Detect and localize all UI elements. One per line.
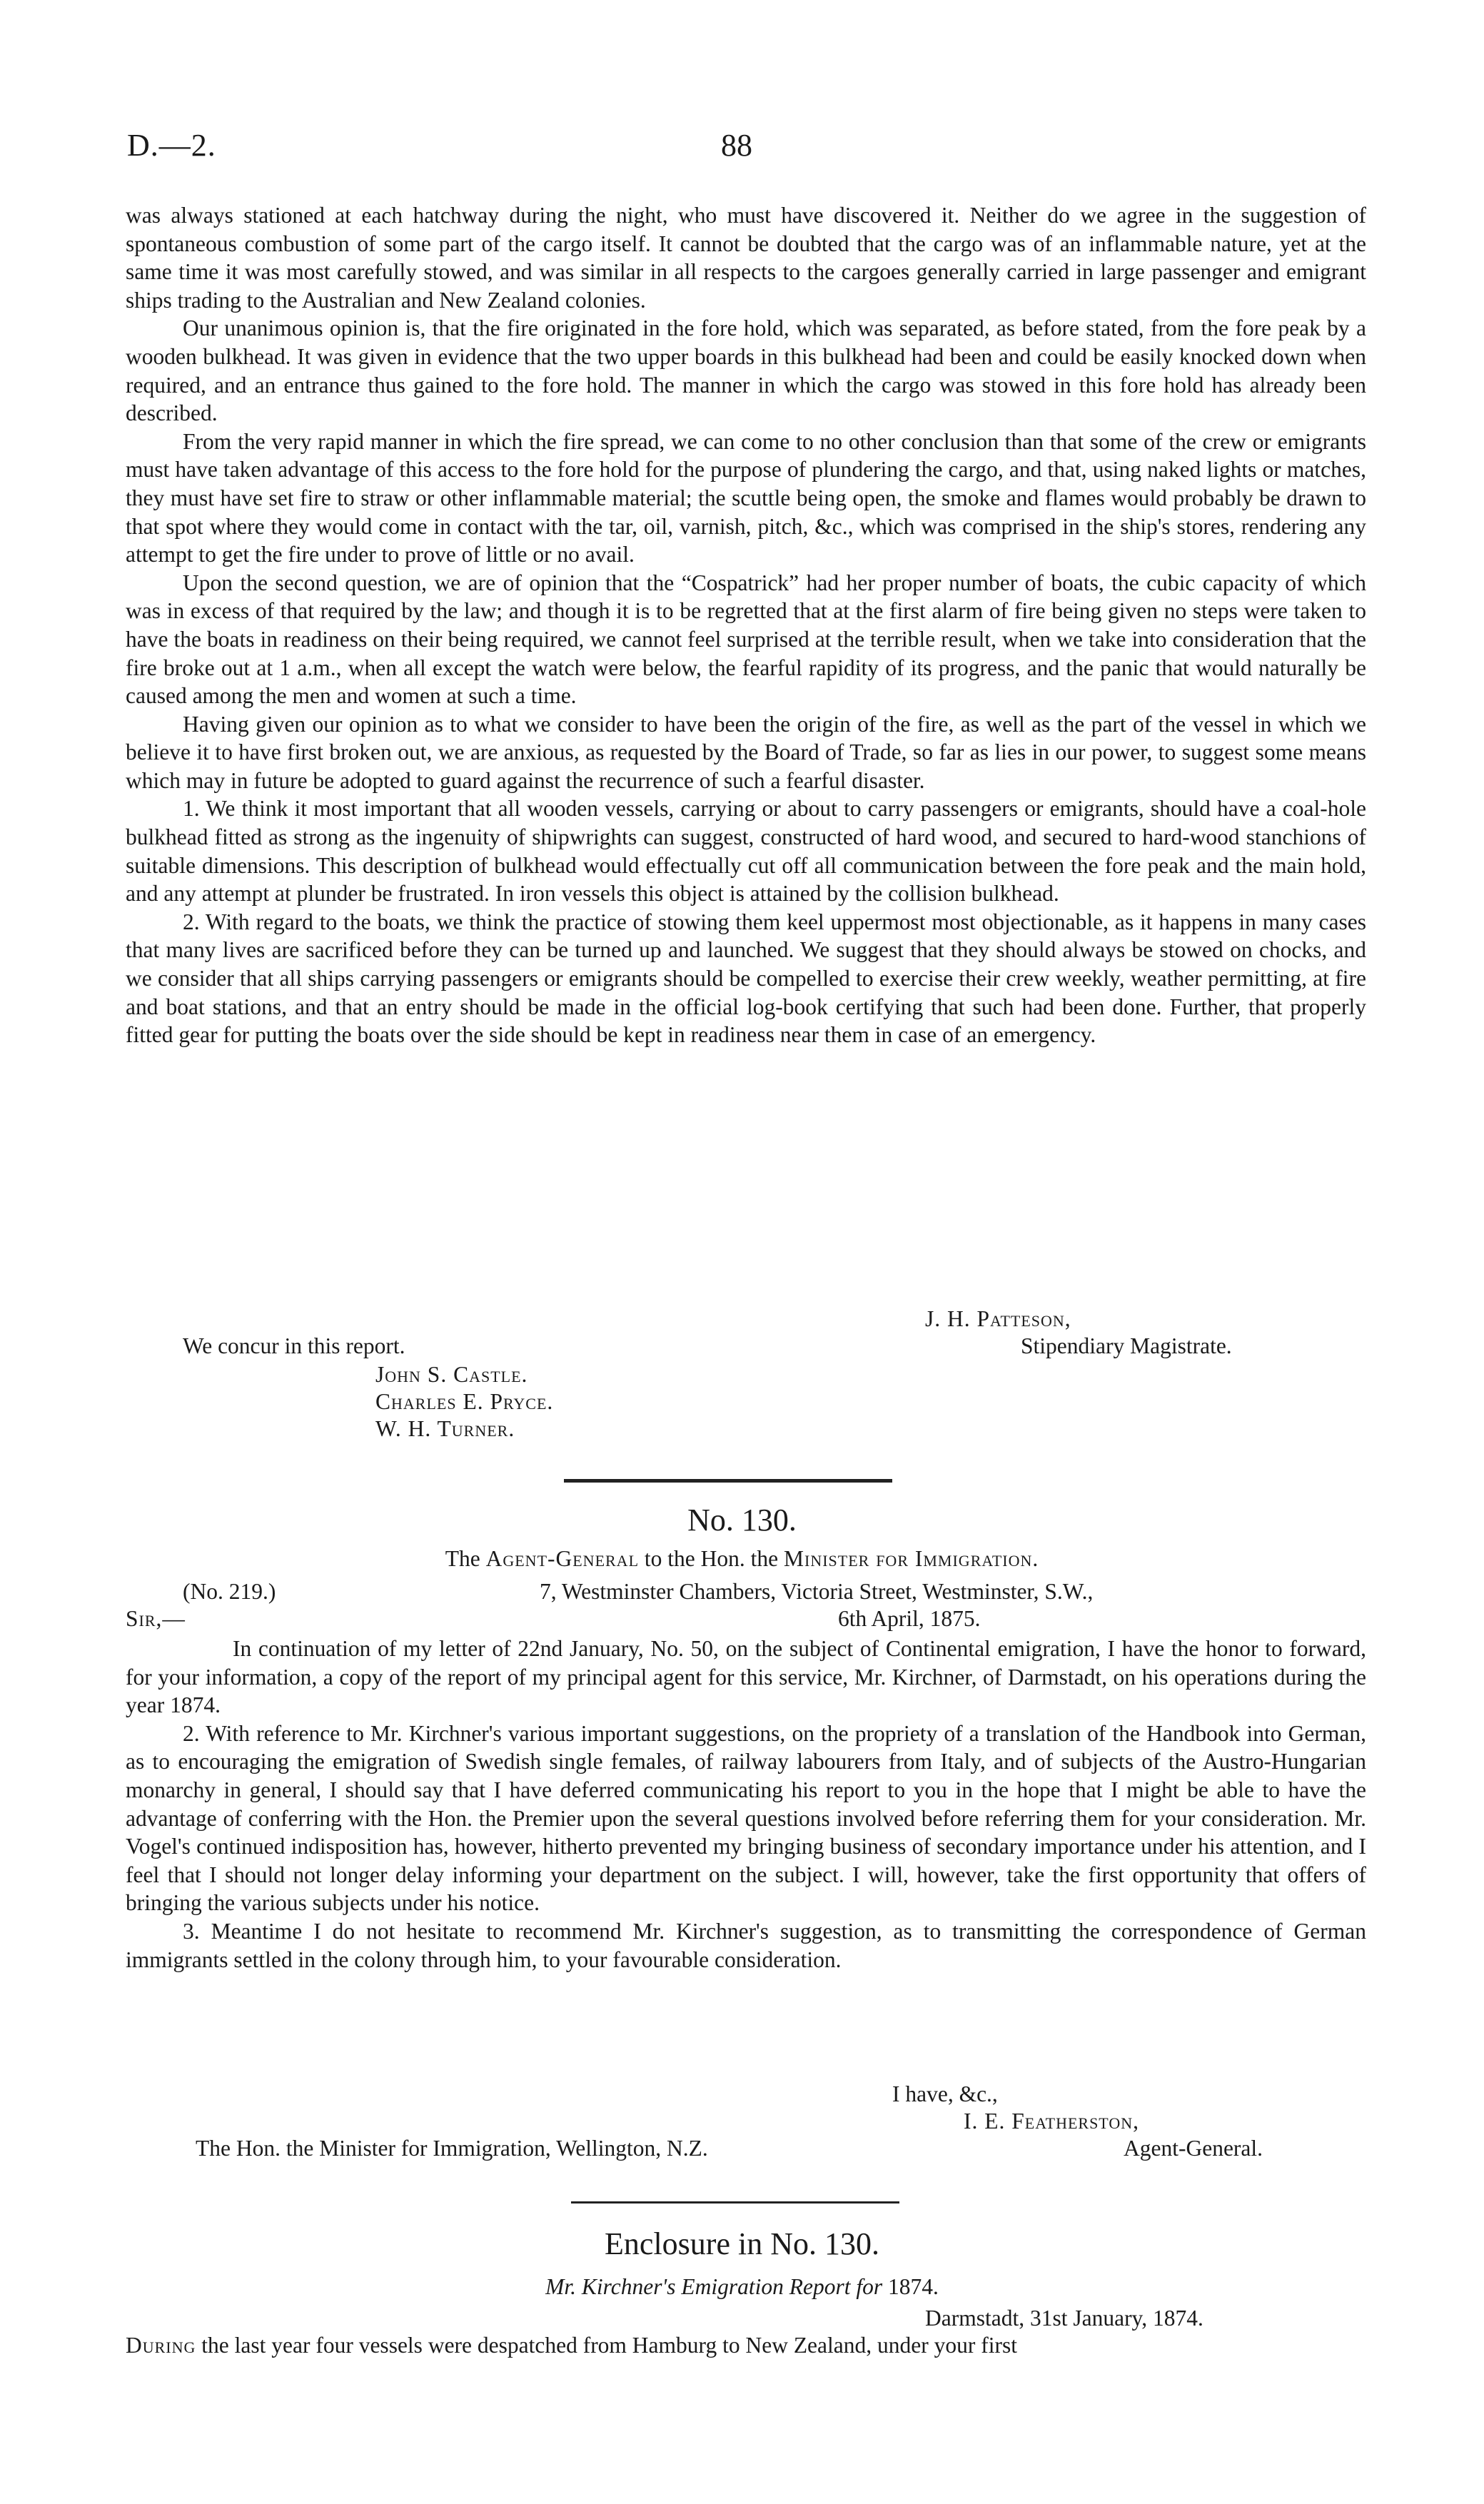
report-paragraph: Upon the second question, we are of opinion that the “Cospatrick” had her proper number of boats, the cubic capacity of which was in excess of that required by the law; and though it is to be regretted that at the first alarm of fire being given no steps were taken to have the boats in readiness on their being required, we cannot feel surprised at the terrible result, when we take into consideration that the fire broke out at 1 a.m., when all except the watch were below, the fearful rapidity of its progress, and the panic that would naturally be caused among the men and women at such a time. bbox=[126, 570, 1366, 709]
enclosure-subtitle bbox=[0, 2274, 1484, 2300]
letter-number: No. 130. bbox=[687, 1503, 797, 1538]
letter-paragraph: 3. Meantime I do not hesitate to recommend Mr. Kirchner's suggestion, as to transmitting the correspondence of German immigrants settled in the colony through him, to your favourable consideration. bbox=[126, 1918, 1366, 1972]
letter-recipient: The Hon. the Minister for Immigration, Wellington, N.Z. bbox=[196, 2136, 708, 2161]
letter-paragraph: 2. With reference to Mr. Kirchner's various important suggestions, on the propriety of a translation of the Handbook into German, as to encouraging the emigration of Swedish single females, of railway labourers from Italy, and of subjects of the Austro-Hungarian monarchy in general, I should say that I have deferred communicating his report to you in the hope that I might be able to have the advantage of conferring with the Hon. the Premier upon the several questions involved before referring them for your consideration. Mr. Vogel's continued indisposition has, however, hitherto prevented my bringing business of secondary importance under his attention, and I feel that I should not longer delay informing your department on the subject. I will, however, take the first opportunity that offers of bringing the various subjects under his notice. bbox=[126, 1720, 1366, 1916]
opening-rest: the last year four vessels were despatched from Hamburg to New Zealand, under your first bbox=[196, 2333, 1017, 2358]
page-number: 88 bbox=[721, 128, 752, 163]
to-party: Minister for Immigration. bbox=[783, 1546, 1039, 1571]
report-paragraph: 2. With regard to the boats, we think the practice of stowing them keel uppermost most objectionable, as it happens in many cases that many lives are sacrificed before they can be turned up and launched. We suggest that they should always be stowed on chocks, and we consider that all ships carrying passengers or emigrants should be compelled to exercise their crew weekly, weather permitting, at fire and boat stations, and that an entry should be made in the official log-book certifying that such had been done. Further, that properly fitted gear for putting the boats over the side should be kept in readiness near them in case of an emergency. bbox=[126, 909, 1366, 1048]
enclosure-subtitle-year: 1874. bbox=[882, 2274, 939, 2299]
report-paragraph: 1. We think it most important that all wooden vessels, carrying or about to carry passengers or emigrants, should have a coal-hole bulkhead fitted as strong as the ingenuity of shipwrights can suggest, constructed of hard wood, and secured to hard-wood stanchions of suitable dimensions. This description of bulkhead would effectually cut off all communication between the fore peak and the main hold, and any attempt at plunder be frustrated. In iron vessels this object is attained by the collision bulkhead. bbox=[126, 796, 1366, 907]
section-divider bbox=[564, 1479, 892, 1483]
from-to-mid: to the Hon. the bbox=[639, 1546, 784, 1571]
concur-text: We concur in this report. bbox=[183, 1333, 405, 1358]
concurring-signatory: John S. Castle. bbox=[375, 1362, 528, 1387]
from-to-pre: The bbox=[445, 1546, 486, 1571]
report-signatory-title: Stipendiary Magistrate. bbox=[1021, 1333, 1232, 1358]
report-paragraph: Our unanimous opinion is, that the fire originated in the fore hold, which was separated, as before stated, from the fore peak by a wooden bulkhead. It was given in evidence that the two upper boards in this bulkhead had been and could be easily knocked down when required, and an entrance thus gained to the fore hold. The manner in which the cargo was stowed in this fore hold has already been described. bbox=[126, 315, 1366, 426]
report-body bbox=[126, 201, 1366, 1049]
letter-ref: (No. 219.) bbox=[183, 1579, 276, 1604]
letter-paragraph: In continuation of my letter of 22nd January, No. 50, on the subject of Continental emigration, I have the honor to forward, for your information, a copy of the report of my principal agent for this service, Mr. Kirchner, of Darmstadt, on his operations during the year 1874. bbox=[126, 1636, 1366, 1718]
letter-signatory-name: I. E. Featherston, bbox=[964, 2109, 1140, 2134]
section-divider bbox=[571, 2201, 899, 2203]
letter-date: 6th April, 1875. bbox=[838, 1606, 981, 1631]
enclosure-title: Enclosure in No. 130. bbox=[605, 2226, 879, 2261]
letter-body bbox=[126, 1635, 1366, 1974]
opening-word: During bbox=[126, 2333, 196, 2358]
from-party: Agent-General bbox=[485, 1546, 640, 1571]
concurring-signatory: Charles E. Pryce. bbox=[375, 1389, 554, 1414]
concurring-signatory: W. H. Turner. bbox=[375, 1416, 515, 1441]
series-code: D.—2. bbox=[127, 128, 216, 163]
report-paragraph: was always stationed at each hatchway during the night, who must have discovered it. Neither do we agree in the suggestion of spontaneous combustion of some part of the cargo itself. It cannot be doubted that the cargo was of an inflammable nature, yet at the same time it was most carefully stowed, and was similar in all respects to the cargoes generally carried in large passenger and emigrant ships trading to the Australian and New Zealand colonies. bbox=[126, 203, 1366, 313]
enclosure-dateline: Darmstadt, 31st January, 1874. bbox=[925, 2306, 1203, 2331]
letter-from-to bbox=[0, 1546, 1484, 1572]
enclosure-subtitle-text: Mr. Kirchner's Emigration Report for bbox=[545, 2274, 883, 2299]
report-paragraph: From the very rapid manner in which the fire spread, we can come to no other conclusion than that some of the crew or emigrants must have taken advantage of this access to the fore hold for the purpose of plundering the cargo, and that, using naked lights or matches, they must have set fire to straw or other inflammable material; the scuttle being open, the smoke and flames would probably be drawn to that spot where they would come in contact with the tar, oil, varnish, pitch, &c., which was comprised in the ship's stores, rendering any attempt to get the fire under to prove of little or no avail. bbox=[126, 428, 1366, 567]
letter-signatory-title: Agent-General. bbox=[1124, 2136, 1263, 2161]
enclosure-opening-line bbox=[126, 2331, 1017, 2359]
report-paragraph: Having given our opinion as to what we consider to have been the origin of the fire, as well as the part of the vessel in which we believe it to have first broken out, we are anxious, as requested by the Board of Trade, so far as lies in our power, to suggest some means which may in future be adopted to guard against the recurrence of such a fearful disaster. bbox=[126, 711, 1366, 793]
letter-closing: I have, &c., bbox=[892, 2081, 998, 2106]
letter-salutation: Sir,— bbox=[126, 1606, 186, 1631]
report-signatory-name: J. H. Patteson, bbox=[925, 1306, 1071, 1331]
letter-address: 7, Westminster Chambers, Victoria Street, Westminster, S.W., bbox=[540, 1579, 1094, 1604]
